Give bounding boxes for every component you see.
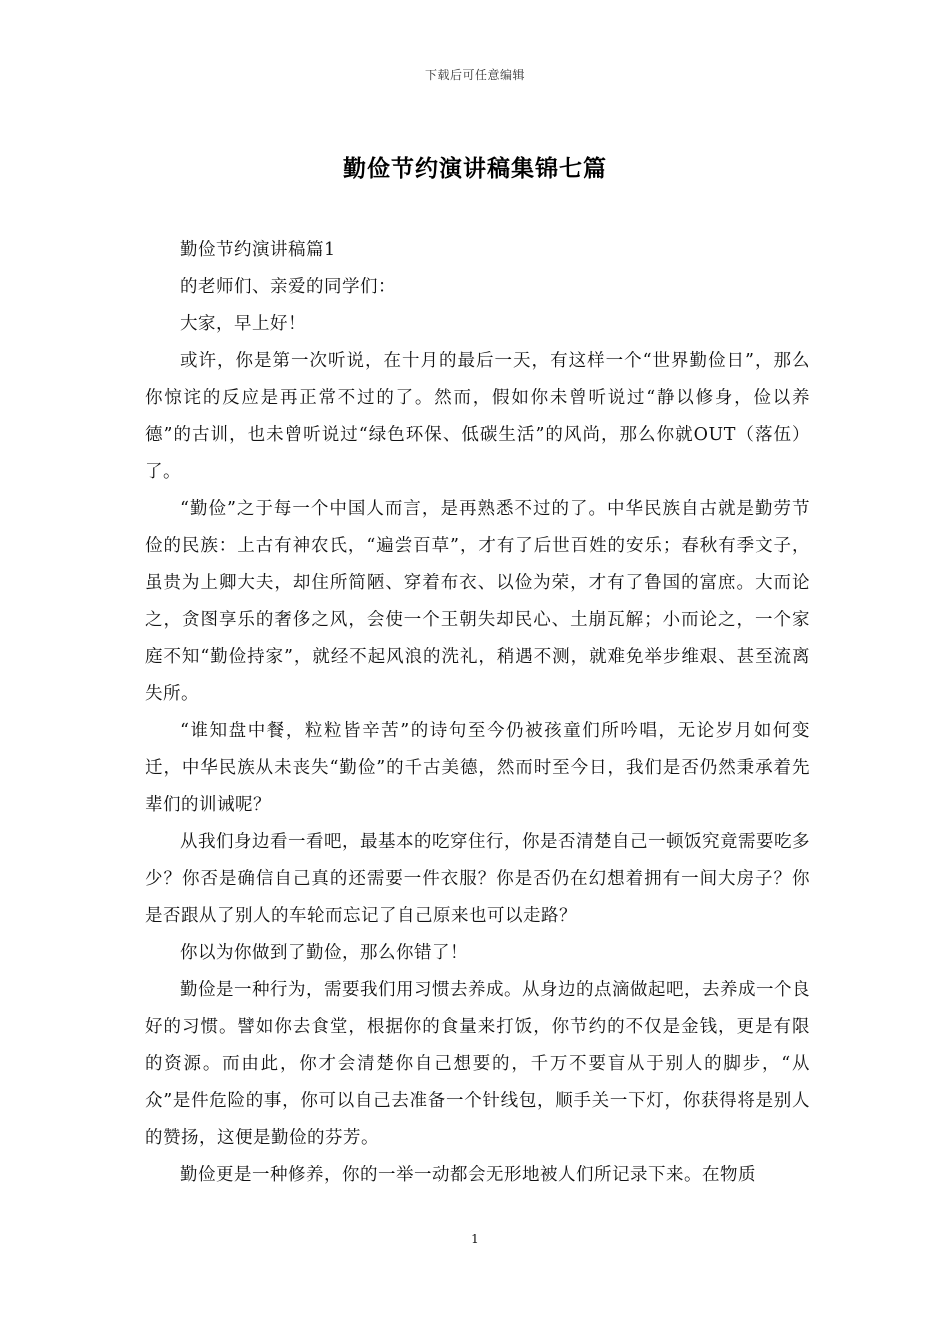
salutation: 的老师们、亲爱的同学们： — [180, 277, 396, 297]
paragraph: 勤俭更是一种修养，你的一举一动都会无形地被人们所记录下来。在物质 — [180, 1165, 756, 1185]
paragraph: 勤俭是一种行为，需要我们用习惯去养成。从身边的点滴做起吧，去养成一个良好的习惯。譬如你去食堂，根据你的食量来打饭，你节约的不仅是金钱，更是有限的资源。而由此，你才会清楚你自己想要的，千万不要盲从于别人的脚步，“从众”是件危险的事，你可以自己去准备一个针线包，顺手关一下灯，你获得将是别人的赞扬，这便是勤俭的芬芳。 — [145, 980, 810, 1148]
section-heading: 勤俭节约演讲稿篇1 — [180, 240, 336, 260]
paragraph: 从我们身边看一看吧，最基本的吃穿住行，你是否清楚自己一顿饭究竟需要吃多少？你否是确信自己真的还需要一件衣服？你是否仍在幻想着拥有一间大房子？你是否跟从了别人的车轮而忘记了自己原来也可以走路？ — [145, 832, 810, 926]
document-body — [145, 232, 810, 1194]
header-note: 下载后可任意编辑 — [424, 68, 525, 82]
page-number: 1 — [471, 1232, 479, 1246]
document-title: 勤俭节约演讲稿集锦七篇 — [343, 155, 607, 182]
paragraph: “谁知盘中餐，粒粒皆辛苦”的诗句至今仍被孩童们所吟唱，无论岁月如何变迁，中华民族从未丧失“勤俭”的千古美德，然而时至今日，我们是否仍然秉承着先辈们的训诫呢？ — [145, 721, 810, 815]
paragraph: 或许，你是第一次听说，在十月的最后一天，有这样一个“世界勤俭日”，那么你惊诧的反应是再正常不过的了。然而，假如你未曾听说过“静以修身，俭以养德”的古训，也未曾听说过“绿色环保、低碳生活”的风尚，那么你就OUT（落伍）了。 — [145, 351, 810, 482]
paragraph: “勤俭”之于每一个中国人而言，是再熟悉不过的了。中华民族自古就是勤劳节俭的民族：上古有神农氏，“遍尝百草”，才有了后世百姓的安乐；春秋有季文子，虽贵为上卿大夫，却住所简陋、穿着布衣、以俭为荣，才有了鲁国的富庶。大而论之，贪图享乐的奢侈之风，会使一个王朝失却民心、土崩瓦解；小而论之，一个家庭不知“勤俭持家”，就经不起风浪的洗礼，稍遇不测，就难免举步维艰、甚至流离失所。 — [145, 499, 810, 704]
paragraph: 你以为你做到了勤俭，那么你错了！ — [180, 943, 468, 963]
greeting: 大家，早上好！ — [180, 314, 306, 334]
